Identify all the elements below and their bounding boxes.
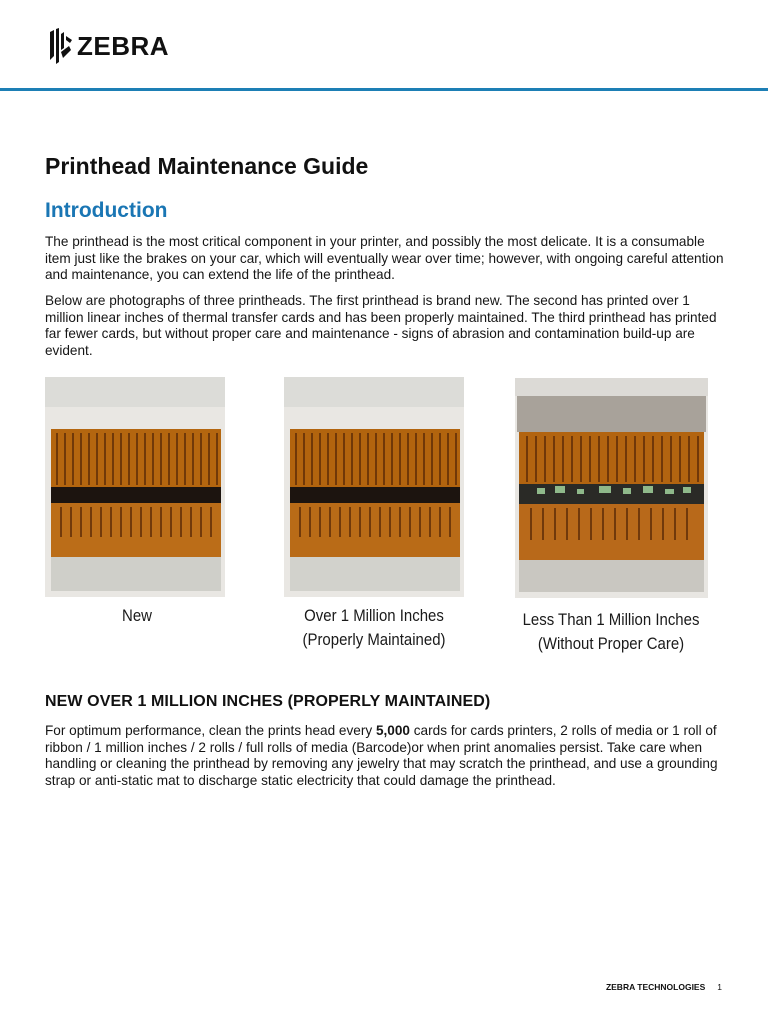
printhead-photos xyxy=(0,375,768,665)
photo-caption-new xyxy=(56,604,218,628)
page-number: 1 xyxy=(717,982,722,992)
printhead-photo-new xyxy=(45,377,225,597)
photo-caption-maintained xyxy=(286,604,462,652)
printhead-photo-maintained xyxy=(284,377,464,597)
printhead-image xyxy=(284,377,464,597)
printhead-image xyxy=(45,377,225,597)
introduction-paragraph: The printhead is the most critical component in your printer, and possibly the most delicate. It is a consumable item just like the brakes on your car, which will eventually wear over time; however, with ongoing careful attention and maintenance, you can extend the life of the printhead. xyxy=(45,234,724,282)
cleaning-instructions-paragraph xyxy=(45,723,725,789)
card-count: 5,000 xyxy=(375,723,410,738)
caption-line: (Without Proper Care) xyxy=(537,634,685,653)
introduction-heading: Introduction xyxy=(45,199,168,222)
printhead-photo-damaged xyxy=(515,378,708,598)
photo-caption-damaged xyxy=(508,608,714,656)
photos-description-paragraph: Below are photographs of three printheads. The first printhead is brand new. The second has printed over 1 million linear inches of thermal transfer cards and has been properly maintained. The third printhead has printed far fewer cards, but without proper care and maintenance - signs of abrasion and contamination build-up are evident. xyxy=(45,293,717,358)
caption-line: Over 1 Million Inches xyxy=(304,606,444,625)
zebra-head-icon xyxy=(47,26,73,66)
caption-line: New xyxy=(122,606,152,625)
page-title: Printhead Maintenance Guide xyxy=(45,153,369,179)
printhead-image xyxy=(515,378,708,598)
footer-company: ZEBRA TECHNOLOGIES xyxy=(605,982,706,992)
page-footer xyxy=(606,982,722,992)
caption-line: Less Than 1 Million Inches xyxy=(522,610,700,629)
brand-logo xyxy=(47,26,169,66)
brand-name: ZEBRA xyxy=(77,31,170,61)
instructions-text: cards for cards printers, 2 rolls of media or 1 roll of ribbon / 1 million inches / 2 rolls / full rolls of media (Barcode)or when print anomalies persist. Take care when handling or cleaning the printhead by removing any jewelry that may scratch the printhead, and use a grounding strap or anti-static mat to discharge static electricity that could damage the printhead. xyxy=(45,723,718,788)
header-divider xyxy=(0,88,768,91)
page-header xyxy=(0,0,768,90)
caption-line: (Properly Maintained) xyxy=(302,630,446,649)
instructions-text: For optimum performance, clean the prints head every xyxy=(45,723,376,738)
section-heading: NEW OVER 1 MILLION INCHES (PROPERLY MAINTAINED) xyxy=(45,693,491,710)
